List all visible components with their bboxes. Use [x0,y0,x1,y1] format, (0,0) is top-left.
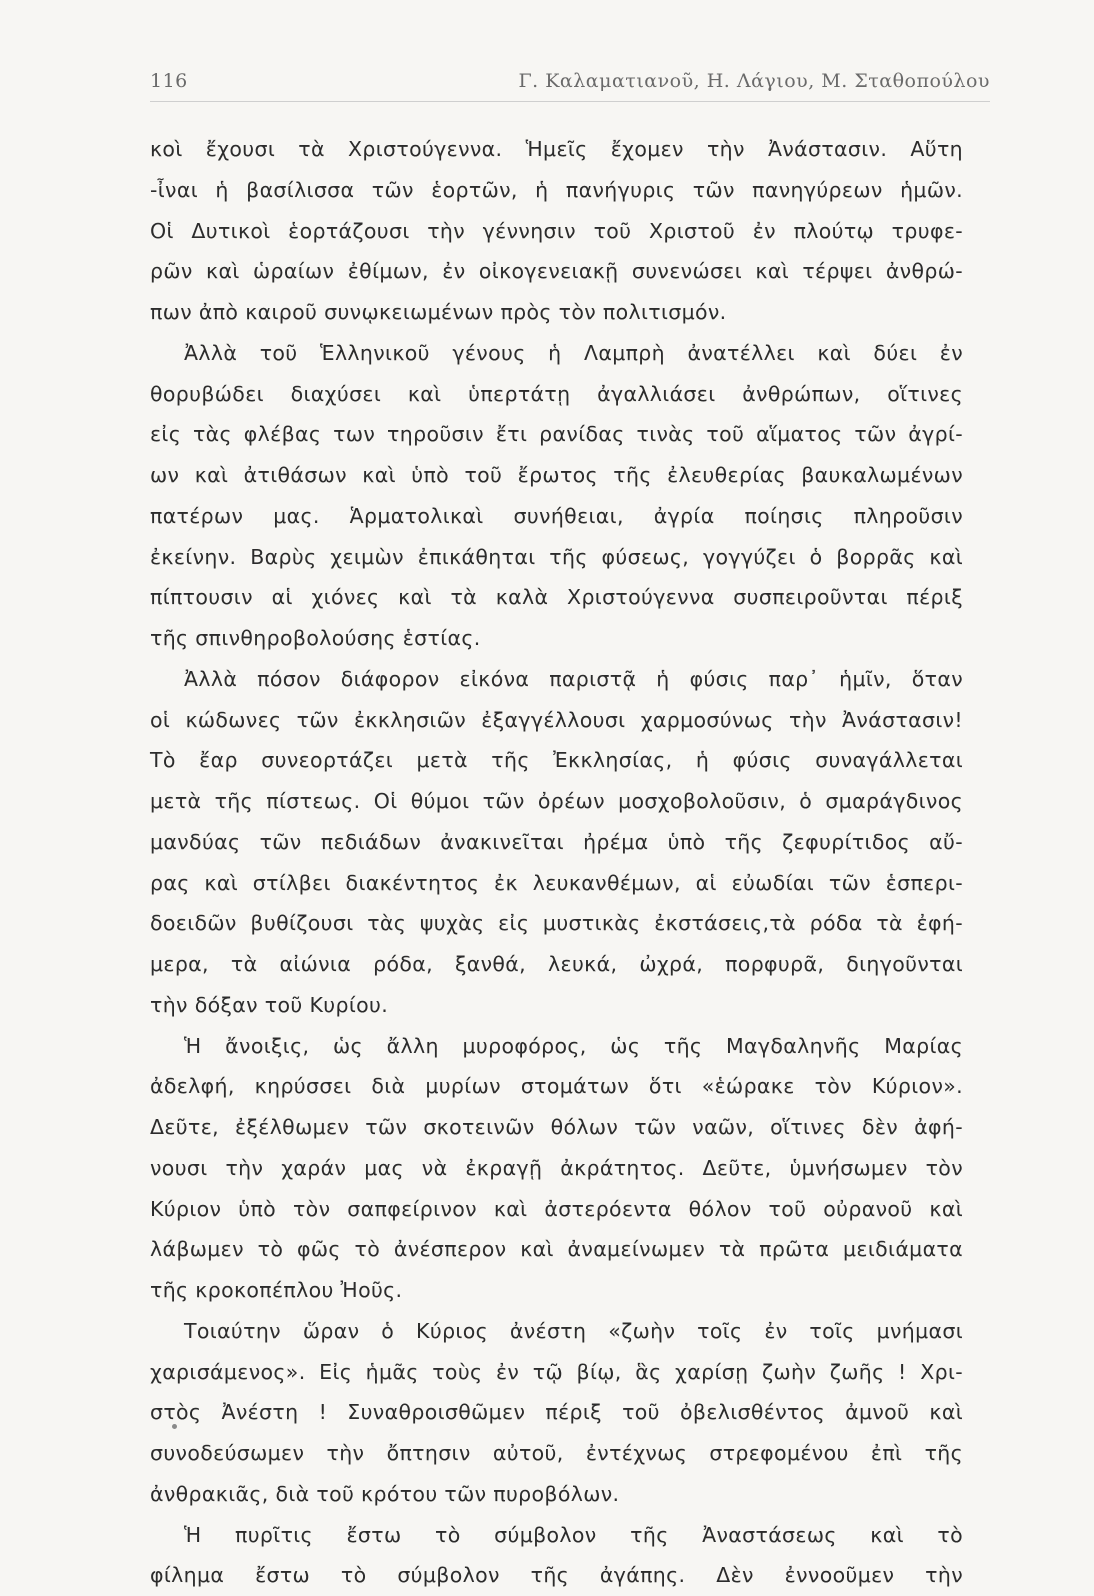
text-line: Ἀλλὰ πόσον διάφορον εἰκόνα παριστᾷ ἡ φύσις παρ᾽ ἡμῖν, ὅταν [184,666,963,691]
text-line: -ἶναι ἡ βασίλισσα τῶν ἑορτῶν, ἡ πανήγυρις τῶν πανηγύρεων ἡμῶν. [150,177,963,202]
text-line: πίπτουσιν αἱ χιόνες καὶ τὰ καλὰ Χριστούγεννα συσπειροῦνται πέριξ [150,585,963,610]
text-line: Ἡ ἄνοιξις, ὡς ἄλλη μυροφόρος, ὡς τῆς Μαγδαληνῆς Μαρίας [184,1033,963,1058]
text-line: δοειδῶν βυθίζουσι τὰς ψυχὰς εἰς μυστικὰς ἐκστάσεις,τὰ ρόδα τὰ ἐφή- [150,911,963,936]
text-line: ἀδελφή, κηρύσσει διὰ μυρίων στομάτων ὅτι «ἑώρακε τὸν Κύριον». [150,1074,963,1099]
text-line: εἰς τὰς φλέβας των τηροῦσιν ἔτι ρανίδας τινὰς τοῦ αἵματος τῶν ἀγρί- [150,422,963,447]
text-line: λάβωμεν τὸ φῶς τὸ ἀνέσπερον καὶ ἀναμείνωμεν τὰ πρῶτα μειδιάματα [150,1237,963,1262]
text-line: Δεῦτε, ἐξέλθωμεν τῶν σκοτεινῶν θόλων τῶν ναῶν, οἵτινες δὲν ἀφή- [150,1115,963,1139]
text-line: Τοιαύτην ὥραν ὁ Κύριος ἀνέστη «ζωὴν τοῖς ἐν τοῖς μνήμασι [184,1318,963,1343]
text-line: συνοδεύσωμεν τὴν ὄπτησιν αὐτοῦ, ἐντέχνως στρεφομένου ἐπὶ τῆς [150,1441,963,1465]
text-line: Οἱ Δυτικοὶ ἑορτάζουσι τὴν γέννησιν τοῦ Χριστοῦ ἐν πλούτῳ τρυφε- [150,218,963,243]
text-line: τὴν δόξαν τοῦ Κυρίου. [150,992,389,1017]
running-head [150,70,990,98]
text-line: ἀνθρακιᾶς, διὰ τοῦ κρότου τῶν πυροβόλων. [150,1481,620,1506]
text-line: πων ἀπὸ καιροῦ συνῳκειωμένων πρὸς τὸν πολιτισμόν. [150,300,727,324]
text-line: οἱ κώδωνες τῶν ἐκκλησιῶν ἐξαγγέλλουσι χαρμοσύνως τὴν Ἀνάστασιν! [150,707,963,732]
text-line: κοὶ ἔχουσι τὰ Χριστούγεννα. Ἡμεῖς ἔχομεν τὴν Ἀνάστασιν. Αὕτη [150,137,963,161]
text-line: μερα, τὰ αἰώνια ρόδα, ξανθά, λευκά, ὠχρά, πορφυρᾶ, διηγοῦνται [150,952,963,976]
text-line: ρας καὶ στίλβει διακέντητος ἐκ λευκανθέμων, αἱ εὐωδίαι τῶν ἑσπερι- [150,870,963,895]
text-line: στὸς Ἀνέστη ! Συναθροισθῶμεν πέριξ τοῦ ὀβελισθέντος ἀμνοῦ καὶ [150,1400,963,1425]
header-rule [150,101,990,102]
text-line: Τὸ ἔαρ συνεορτάζει μετὰ τῆς Ἐκκλησίας, ἡ φύσις συναγάλλεται [150,748,963,773]
text-line: ρῶν καὶ ὡραίων ἐθίμων, ἐν οἰκογενειακῇ συνενώσει καὶ τέρψει ἀνθρώ- [150,259,963,284]
ink-speck [172,1424,177,1429]
text-line: φίλημα ἔστω τὸ σύμβολον τῆς ἀγάπης. Δὲν ἐννοοῦμεν τὴν [150,1563,963,1588]
text-line: μανδύας τῶν πεδιάδων ἀνακινεῖται ἠρέμα ὑπὸ τῆς ζεφυρίτιδος αὔ- [150,829,963,854]
running-head-title: Γ. Καλαματιανοῦ, Η. Λάγιου, Μ. Σταθοπούλου [518,70,990,92]
body-text [150,129,963,1596]
text-line: τῆς κροκοπέπλου Ἠοῦς. [150,1278,403,1302]
text-line: μετὰ τῆς πίστεως. Οἱ θύμοι τῶν ὀρέων μοσχοβολοῦσιν, ὁ σμαράγδινος [150,789,963,813]
text-line: Ἀλλὰ τοῦ Ἑλληνικοῦ γένους ἡ Λαμπρὴ ἀνατέλλει καὶ δύει ἐν [184,340,963,365]
text-line: τῆς σπινθηροβολούσης ἑστίας. [150,626,481,650]
text-line: ων καὶ ἀτιθάσων καὶ ὑπὸ τοῦ ἔρωτος τῆς ἐλευθερίας βαυκαλωμένων [150,463,963,487]
page-number: 116 [150,70,188,92]
text-line: χαρισάμενος». Εἰς ἡμᾶς τοὺς ἐν τῷ βίῳ, ἃς χαρίσῃ ζωὴν ζωῆς ! Χρι- [150,1359,963,1384]
text-line: νουσι τὴν χαράν μας νὰ ἐκραγῇ ἀκράτητος. Δεῦτε, ὑμνήσωμεν τὸν [150,1155,963,1180]
text-line: θορυβώδει διαχύσει καὶ ὑπερτάτῃ ἀγαλλιάσει ἀνθρώπων, οἵτινες [150,381,963,406]
text-line: Κύριον ὑπὸ τὸν σαπφείρινον καὶ ἀστερόεντα θόλον τοῦ οὐρανοῦ καὶ [150,1196,963,1221]
text-line: Ἡ πυρῖτις ἔστω τὸ σύμβολον τῆς Ἀναστάσεως καὶ τὸ [184,1522,963,1547]
text-line: πατέρων μας. Ἁρματολικαὶ συνήθειαι, ἀγρία ποίησις πληροῦσιν [150,503,963,528]
text-line: ἐκείνην. Βαρὺς χειμὼν ἐπικάθηται τῆς φύσεως, γογγύζει ὁ βορρᾶς καὶ [150,544,963,569]
